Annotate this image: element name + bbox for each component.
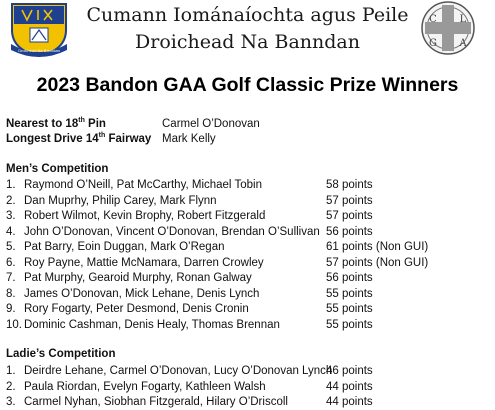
team-names: Dan Muprhy, Philip Carey, Mark Flynn (24, 194, 217, 207)
team-names: Paula Riordan, Evelyn Fogarty, Kathleen Walsh (24, 380, 266, 393)
special-prize-winner: Carmel O’Donovan (162, 118, 260, 130)
svg-text:G: G (429, 38, 437, 49)
rank-number: 3. (6, 210, 16, 222)
team-names: Roy Payne, Mattie McNamara, Darren Crowley (24, 256, 264, 269)
rank-number: 6. (6, 256, 16, 269)
rank-number: 1. (6, 179, 16, 191)
result-row (0, 224, 495, 240)
team-points: 55 points (326, 287, 373, 300)
result-row (0, 286, 495, 302)
special-prize-row (0, 116, 495, 132)
svg-text:A: A (459, 38, 467, 49)
special-prize-row (0, 131, 495, 147)
team-names: Raymond O’Neill, Pat McCarthy, Michael Tobin (24, 179, 262, 191)
special-prize-label: Nearest to 18th Pin (6, 117, 106, 130)
team-points: 55 points (326, 303, 373, 315)
result-row (0, 363, 495, 379)
result-row (0, 270, 495, 286)
special-prize-winner: Mark Kelly (162, 133, 216, 145)
rank-number: 7. (6, 272, 16, 284)
rank-number: 2. (6, 194, 16, 207)
team-names: Dominic Cashman, Denis Healy, Thomas Brennan (24, 318, 280, 331)
result-row (0, 394, 495, 410)
rank-number: 3. (6, 396, 16, 408)
team-points: 57 points (326, 194, 373, 207)
svg-text:L: L (459, 14, 467, 25)
team-points: 57 points (326, 210, 373, 222)
team-names: John O’Donovan, Vincent O’Donovan, Brendan O’Sullivan (24, 225, 320, 238)
team-points: 56 points (326, 272, 373, 284)
team-points: 56 points (326, 225, 373, 238)
rank-number: 10. (6, 318, 22, 331)
result-row (0, 317, 495, 333)
special-prize-label: Longest Drive 14th Fairway (6, 132, 152, 145)
result-row (0, 239, 495, 255)
ladies-heading: Ladie’s Competition (6, 348, 116, 360)
club-location-irish: Droichead Na Banndan (135, 31, 360, 53)
document-title: 2023 Bandon GAA Golf Classic Prize Winners (36, 74, 459, 96)
mens-heading: Men’s Competition (6, 163, 109, 175)
rank-number: 8. (6, 287, 16, 300)
result-row (0, 379, 495, 395)
rank-number: 1. (6, 365, 16, 377)
team-names: Pat Murphy, Gearoid Murphy, Ronan Galway (24, 272, 252, 284)
result-row (0, 193, 495, 209)
rank-number: 9. (6, 303, 16, 315)
rank-number: 4. (6, 225, 16, 238)
team-points: 44 points (326, 380, 373, 393)
team-points: 57 points (Non GUI) (326, 256, 429, 269)
result-row (0, 177, 495, 193)
team-names: Deirdre Lehane, Carmel O’Donovan, Lucy O’Donovan Lynch (24, 365, 333, 377)
team-points: 61 points (Non GUI) (326, 241, 429, 253)
team-names: Rory Fogarty, Peter Desmond, Denis Cronin (24, 303, 249, 315)
team-points: 55 points (326, 318, 373, 331)
team-names: Robert Wilmot, Kevin Brophy, Robert Fitzgerald (24, 210, 266, 222)
result-row (0, 255, 495, 271)
team-names: James O’Donovan, Mick Lehane, Denis Lynch (24, 287, 260, 300)
team-points: 58 points (326, 179, 373, 191)
team-names: Carmel Nyhan, Siobhan Fitzgerald, Hilary O’Driscoll (24, 396, 288, 408)
rank-number: 2. (6, 380, 16, 393)
team-points: 44 points (326, 396, 373, 408)
svg-text:C: C (429, 14, 437, 25)
team-names: Pat Barry, Eoin Duggan, Mark O’Regan (24, 241, 225, 253)
club-name-irish: Cumann Iománaíochta agus Peile (86, 4, 409, 26)
result-row (0, 208, 495, 224)
svg-text:Droichead Na Banndan: Droichead Na Banndan (18, 48, 60, 53)
rank-number: 5. (6, 241, 16, 253)
result-row (0, 301, 495, 317)
team-points: 46 points (326, 365, 373, 377)
